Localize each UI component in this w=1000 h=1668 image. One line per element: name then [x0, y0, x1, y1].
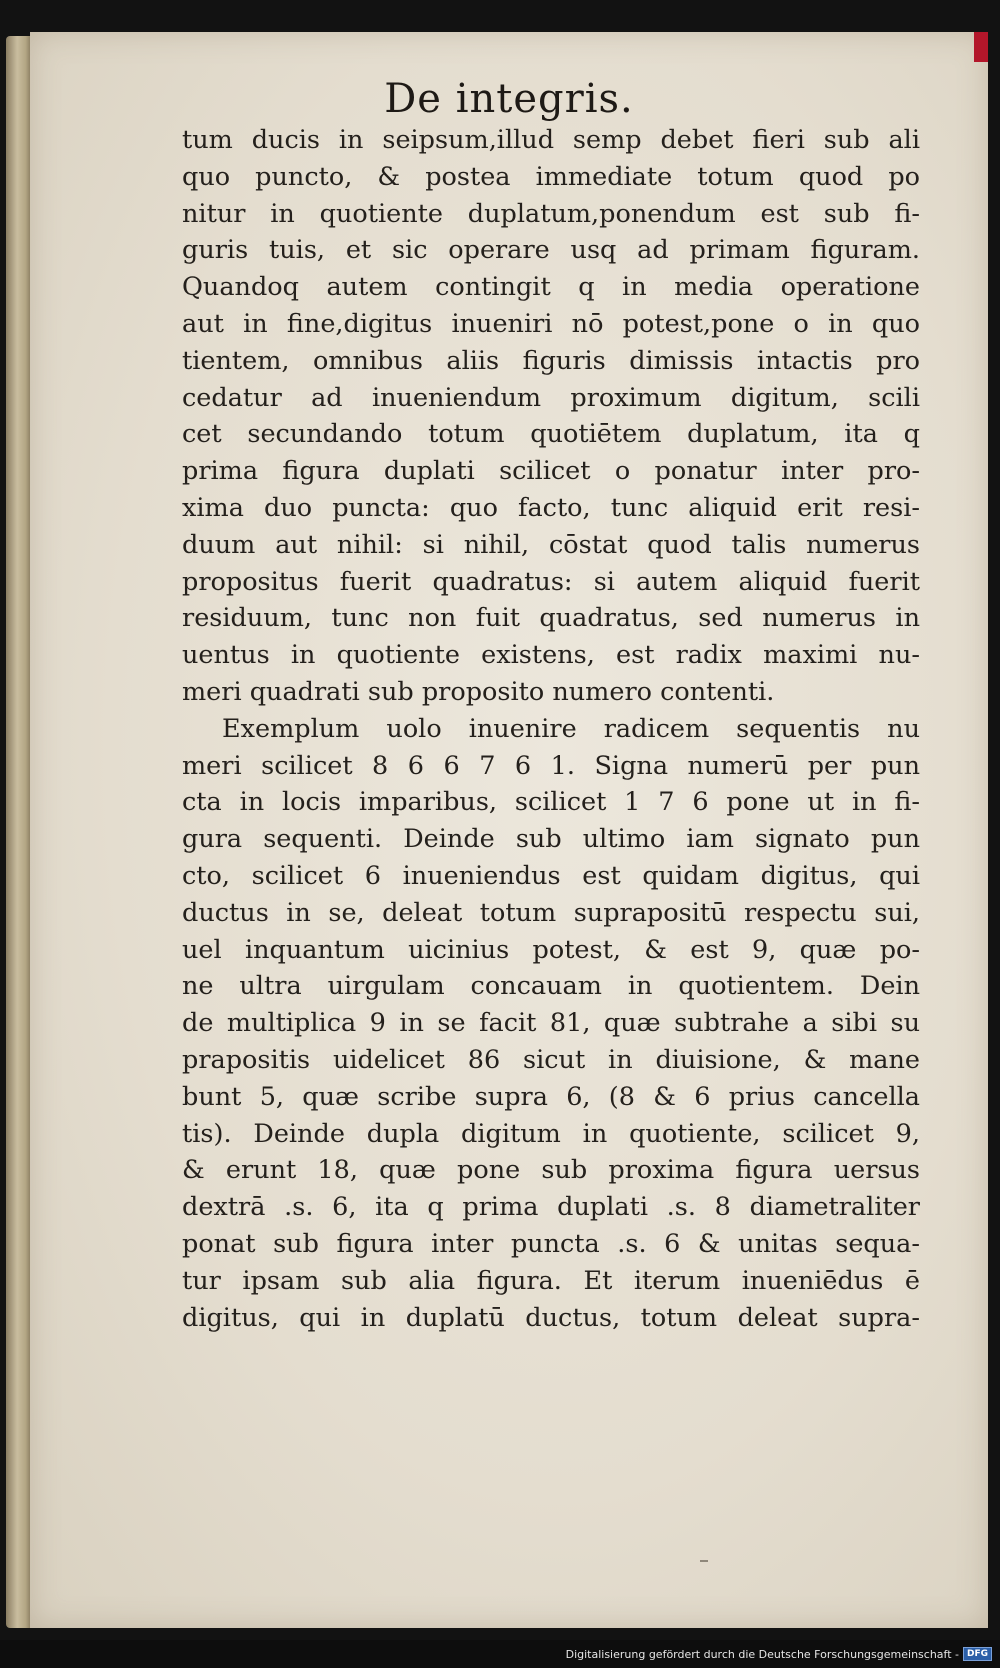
- text-line: uel inquantum uicinius potest, & est 9, quæ po-: [182, 934, 920, 965]
- text-line: uentus in quotiente existens, est radix maximi nu-: [182, 640, 920, 671]
- text-line: Quandoq autem contingit q in media operatione: [182, 272, 920, 303]
- text-line: dextrā .s. 6, ita q prima duplati .s. 8 diametraliter: [182, 1192, 920, 1223]
- text-line: meri quadrati sub proposito numero contenti.: [182, 676, 775, 707]
- text-line: nitur in quotiente duplatum,ponendum est sub fi-: [182, 198, 920, 229]
- text-line: aut in fine,digitus inueniri nō potest,pone o in quo: [182, 308, 920, 339]
- text-line: ne ultra uirgulam concauam in quotientem. Dein: [182, 971, 920, 1002]
- digitization-credit: [566, 1644, 992, 1664]
- text-line: tum ducis in seipsum,illud semp debet fieri sub ali: [182, 125, 920, 155]
- text-line: prima figura duplati scilicet o ponatur inter pro-: [182, 456, 920, 487]
- body-text: [182, 122, 920, 1336]
- text-line: ductus in se, deleat totum suprapositū respectu sui,: [182, 897, 920, 928]
- text-line: xima duo puncta: quo facto, tunc aliquid erit resi-: [182, 492, 920, 523]
- text-line: ponat sub figura inter puncta .s. 6 & unitas sequa-: [182, 1228, 920, 1259]
- text-line: digitus, qui in duplatū ductus, totum deleat supra-: [182, 1302, 920, 1333]
- text-line: duum aut nihil: si nihil, cōstat quod talis numerus: [182, 529, 920, 560]
- text-line: bunt 5, quæ scribe supra 6, (8 & 6 prius cancella: [182, 1081, 920, 1112]
- text-line: cet secundando totum quotiētem duplatum, ita q: [182, 419, 920, 450]
- text-line: gura sequenti. Deinde sub ultimo iam signato pun: [182, 824, 920, 855]
- text-line: quo puncto, & postea immediate totum quod po: [182, 161, 920, 192]
- bookmark-ribbon: [974, 32, 988, 62]
- text-line: cta in locis imparibus, scilicet 1 7 6 pone ut in fi-: [182, 787, 920, 818]
- text-line: Exemplum uolo inuenire radicem sequentis nu: [222, 713, 920, 744]
- text-line: propositus fuerit quadratus: si autem aliquid fuerit: [182, 566, 920, 597]
- running-head: De integris.: [384, 76, 634, 122]
- text-line: tientem, omnibus aliis figuris dimissis intactis pro: [182, 345, 920, 376]
- text-line: tis). Deinde dupla digitum in quotiente, scilicet 9,: [182, 1118, 920, 1149]
- text-line: cedatur ad inueniendum proximum digitum, scili: [182, 382, 920, 413]
- text-line: cto, scilicet 6 inueniendus est quidam digitus, qui: [182, 860, 920, 891]
- credit-text: Digitalisierung gefördert durch die Deutsche Forschungsgemeinschaft -: [565, 1647, 959, 1661]
- text-line: guris tuis, et sic operare usq ad primam figuram.: [182, 235, 920, 266]
- text-line: tur ipsam sub alia figura. Et iterum inueniēdus ē: [182, 1265, 920, 1296]
- text-line: de multiplica 9 in se facit 81, quæ subtrahe a sibi su: [182, 1008, 920, 1039]
- book-page: [30, 32, 988, 1628]
- text-line: meri scilicet 8 6 6 7 6 1. Signa numerū per pun: [182, 750, 920, 781]
- page-mark: [700, 1560, 708, 1562]
- dfg-logo: DFG: [963, 1647, 992, 1661]
- text-line: & erunt 18, quæ pone sub proxima figura uersus: [182, 1155, 920, 1186]
- text-line: residuum, tunc non fuit quadratus, sed numerus in: [182, 603, 920, 634]
- text-line: prapositis uidelicet 86 sicut in diuisione, & mane: [182, 1044, 920, 1075]
